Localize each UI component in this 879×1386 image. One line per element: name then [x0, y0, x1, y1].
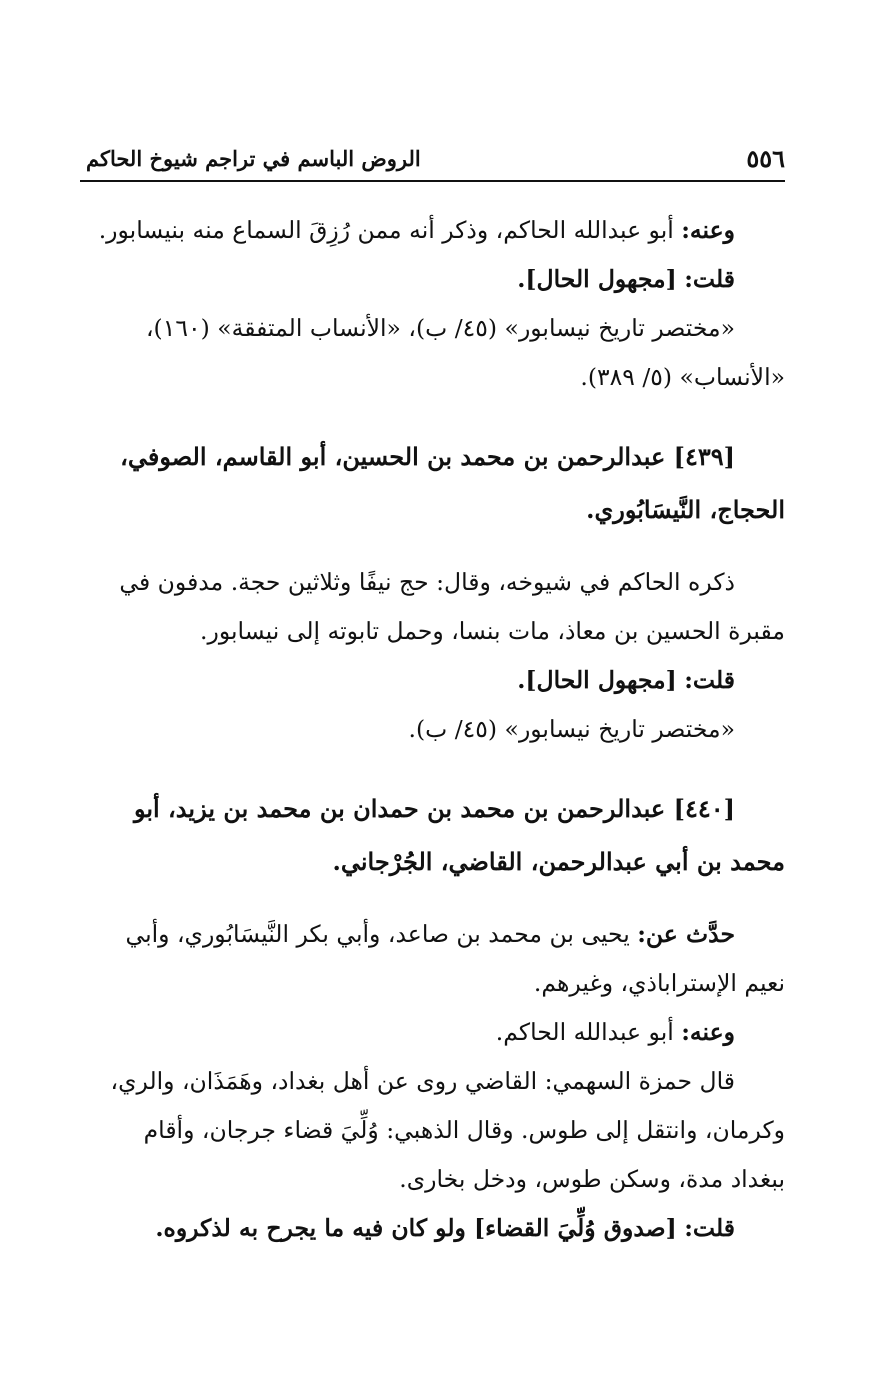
source-line: «مختصر تاريخ نيسابور» (٤٥/ ب)، «الأنساب المتفقة» (١٦٠)، [145, 314, 735, 342]
running-title: الروض الباسم في تراجم شيوخ الحاكم [86, 146, 421, 171]
haddath-line [80, 910, 785, 959]
page-number: ٥٥٦ [746, 144, 785, 173]
page-body [80, 206, 785, 1253]
qultu-line [80, 1204, 785, 1253]
previous-entry-tail [80, 206, 785, 402]
haddath-text-continued: نعيم الإستراباذي، وغيرهم. [533, 969, 785, 997]
entry-439 [80, 430, 785, 754]
entry-title-continued: الحجاج، النَّيسَابُوري. [586, 495, 785, 524]
qultu-label: قلت: [684, 666, 735, 694]
qultu-line [80, 255, 785, 304]
qultu-text: [صدوق وُلِّيَ القضاء] ولو كان فيه ما يجرح به لذكروه. [155, 1214, 677, 1242]
source-line: «مختصر تاريخ نيسابور» (٤٥/ ب). [408, 715, 735, 743]
entry-text: مقبرة الحسين بن معاذ، مات بنسا، وحمل تابوته إلى نيسابور. [200, 617, 785, 645]
entry-title-continued: محمد بن أبي عبدالرحمن، القاضي، الجُرْجاني. [332, 847, 785, 876]
page-header [80, 140, 785, 182]
qultu-line [80, 656, 785, 705]
qultu-label: قلت: [684, 1214, 735, 1242]
entry-text: ذكره الحاكم في شيوخه، وقال: حج نيفًا وثلاثين حجة. مدفون في [119, 568, 735, 596]
sahmi-quote-continued: ببغداد مدة، وسكن طوس، ودخل بخارى. [399, 1165, 785, 1193]
anhu-label: وعنه: [681, 1018, 735, 1046]
sahmi-quote-continued: وكرمان، وانتقل إلى طوس. وقال الذهبي: وُلِّيَ قضاء جرجان، وأقام [143, 1116, 785, 1144]
sahmi-quote: قال حمزة السهمي: القاضي روى عن أهل بغداد، وهَمَذَان، والري، [110, 1067, 735, 1095]
anhu-text: أبو عبدالله الحاكم. [495, 1018, 674, 1046]
qultu-text: [مجهول الحال]. [517, 666, 677, 694]
entry-title: [٤٣٩] عبدالرحمن بن محمد بن الحسين، أبو القاسم، الصوفي، [120, 442, 735, 471]
entry-title: [٤٤٠] عبدالرحمن بن محمد بن حمدان بن محمد بن يزيد، أبو [133, 794, 735, 823]
qultu-text: [مجهول الحال]. [517, 265, 677, 293]
haddath-text: يحيى بن محمد بن صاعد، وأبي بكر النَّيسَابُوري، وأبي [125, 920, 630, 948]
qultu-label: قلت: [684, 265, 735, 293]
entry-440 [80, 782, 785, 1253]
anhu-text: أبو عبدالله الحاكم، وذكر أنه ممن رُزِقَ السماع منه بنيسابور. [98, 216, 674, 244]
anhu-label: وعنه: [681, 216, 735, 244]
haddath-label: حدَّث عن: [637, 920, 735, 948]
source-line: «الأنساب» (٥/ ٣٨٩). [580, 363, 785, 391]
anhu-line [80, 1008, 785, 1057]
anhu-line [80, 206, 785, 255]
